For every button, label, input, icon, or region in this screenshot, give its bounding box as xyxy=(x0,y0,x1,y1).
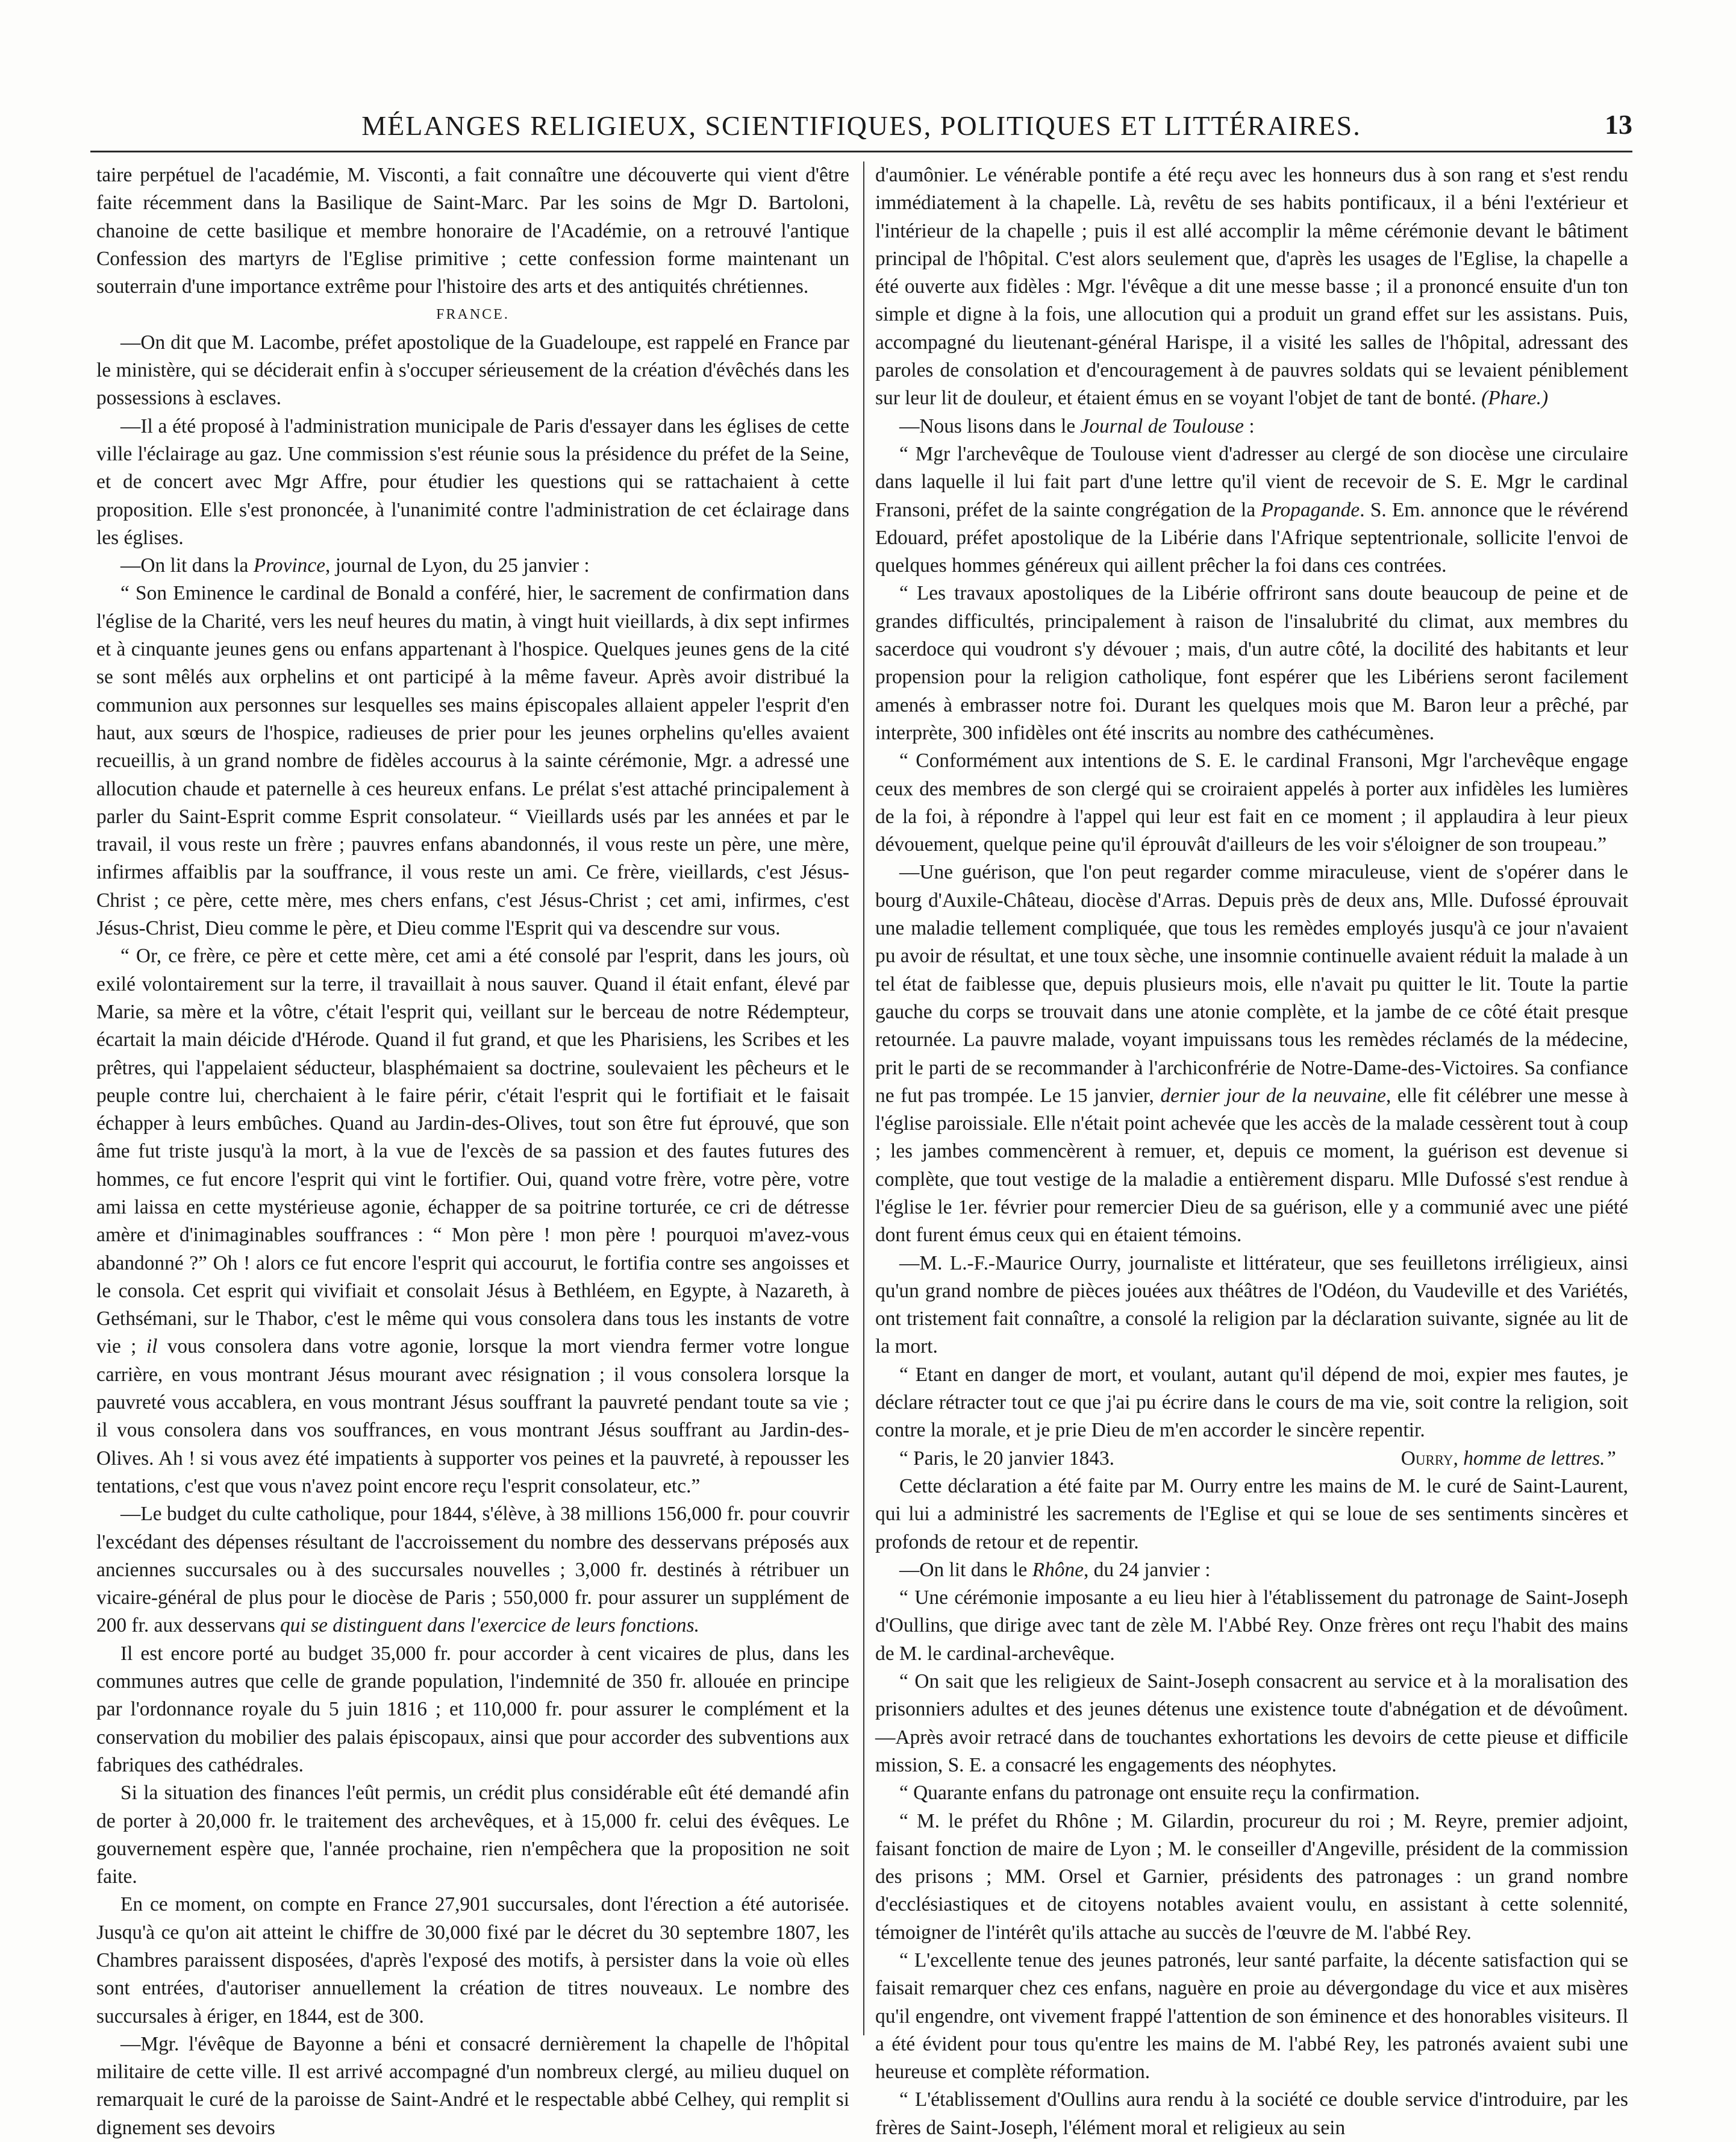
article-paragraph: “ Conformément aux intentions de S. E. le cardinal Fransoni, Mgr l'archevêque engage ceux des membres de son clergé qui se croiraient appelés à porter aux infidèles les lumières de la foi, à répondre à l'appel qui leur est fait en ce moment ; il applaudira à leur pieux dévouement, quelque peine qu'il éprouvât d'ailleurs de les voir s'éloigner de son troupeau.” xyxy=(875,750,1628,856)
signature-line xyxy=(875,1445,1628,1473)
source-credit: (Phare.) xyxy=(1481,387,1549,410)
article-paragraph: —M. L.-F.-Maurice Ourry, journaliste et littérateur, que ses feuilletons irréligieux, ainsi qu'un grand nombre de pièces jouées aux théâtres de l'Odéon, du Vaudeville et des Variétés, ont tristement fait connaître, a consolé la religion par la déclaration suivante, signée au lit de la mort. xyxy=(875,1251,1628,1358)
article-paragraph: “ Les travaux apostoliques de la Libérie offriront sans doute beaucoup de peine et de grandes difficultés, principalement à raison de l'insalubrité du climat, aux membres du sacerdoce qui voudront s'y dévouer ; mais, d'un autre côté, la docilité des habitants et leur propension pour la religion catholique, font espérer que les Libériens seront facilement amenés à embrasser notre foi. Durant les quelques mois que M. Baron leur a prêché, par interprète, 300 infidèles ont été inscrits au nombre des cathécumènes. xyxy=(875,582,1628,744)
article-paragraph: “ Son Eminence le cardinal de Bonald a conféré, hier, le sacrement de confirmation dans l'église de la Charité, vers les neuf heures du matin, à vingt huit vieillards, à dix sept infirmes et à cinquante jeunes gens ou enfans appartenant à l'hospice. Quelques jeunes gens de la cité se sont mêlés aux orphelins et ont participé à la même faveur. Après avoir distribué la communion aux personnes sur lesquelles ses mains épiscopales allaient appeler l'esprit d'en haut, aux sœurs de l'hospice, radieuses de prier pour les jeunes orphelins qu'elles avaient recueillis, à un grand nombre de fidèles accourus à la sainte cérémonie, Mgr. a adressé une allocution chaude et paternelle à ces heureux enfans. Le prélat s'est attaché principalement à parler du Saint-Esprit comme Esprit consolateur. “ Vieillards usés par les années et par le travail, il vous reste un frère ; pauvres enfans abandonnés, il vous reste un père, une mère, infirmes affaiblis par la souffrance, il vous reste un ami. Ce frère, vieillards, c'est Jésus-Christ ; ce père, cette mère, mes chers enfans, c'est Jésus-Christ ; cet ami, infirmes, c'est Jésus-Christ, Dieu comme le père, et Dieu comme l'Esprit qui va descendre sur vous. xyxy=(96,582,849,940)
article-paragraph: —Nous lisons dans le Journal de Toulouse : xyxy=(899,415,1255,437)
signature-name: Ourry xyxy=(1400,1447,1453,1470)
article-paragraph: “ Mgr l'archevêque de Toulouse vient d'adresser au clergé de son diocèse une circulaire dans laquelle il lui fait part d'une lettre qu'il vient de recevoir de S. E. Mgr le cardinal Fransoni, préfet de la sainte congrégation de la Propagande. S. Em. annonce que le révérend Edouard, préfet apostolique de la Libérie dans l'Afrique septentrionale, sollicite l'envoi de quelques hommes généreux qui aillent prêcher la foi dans ces contrées. xyxy=(875,442,1629,577)
article-paragraph: “ On sait que les religieux de Saint-Joseph consacrent au service et à la moralisation des prisonniers adultes et des jeunes détenus une existence toute d'abnégation et de dévoûment.—Après avoir retracé dans de touchantes exhortations les devoirs de cette pieuse et difficile mission, S. E. a consacré les engagements des néophytes. xyxy=(875,1670,1628,1776)
article-paragraph: —Il a été proposé à l'administration municipale de Paris d'essayer dans les églises de cette ville l'éclairage au gaz. Une commission s'est réunie sous la présidence du préfet de la Seine, et de concert avec Mgr Affre, pour étudier les questions qui se rattachaient à cette proposition. Elle s'est prononcée, à l'unanimité contre l'administration de cet éclairage dans les églises. xyxy=(96,415,849,549)
article-paragraph: “ L'excellente tenue des jeunes patronés, leur santé parfaite, la décente satisfaction qui se faisait remarquer chez ces enfans, naguère en proie au dévergondage du vice et aux misères qu'il engendre, ont vivement frappé l'attention de son éminence et des honorables visiteurs. Il a été évident pour tous qu'entre les mains de M. l'abbé Rey, les patronés avaient subi une heureuse et complète réformation. xyxy=(875,1949,1628,2084)
signature-place-date: “ Paris, le 20 janvier 1843. xyxy=(899,1447,1115,1470)
article-paragraph: “ L'établissement d'Oullins aura rendu à la société ce double service d'introduire, par les frères de Saint-Joseph, l'élément moral et religieux au sein xyxy=(875,2088,1628,2139)
article-paragraph: —Mgr. l'évêque de Bayonne a béni et consacré dernièrement la chapelle de l'hôpital militaire de cette ville. Il est arrivé accompagné d'un nombreux clergé, au milieu duquel on remarquait le curé de la paroisse de Saint-André et le respectable abbé Celhey, qui remplit si dignement ses devoirs xyxy=(96,2032,849,2139)
article-paragraph: Il est encore porté au budget 35,000 fr. pour accorder à cent vicaires de plus, dans les communes autres que celle de grande population, l'indemnité de 350 fr. allouée en principe par l'ordonnance royale du 5 juin 1816 ; et 110,000 fr. pour assurer le complément et la conservation du mobilier des palais épiscopaux, ainsi que pour accorder des subventions aux fabriques des cathédrales. xyxy=(96,1642,849,1776)
page-header xyxy=(90,102,1632,152)
article-paragraph: Cette déclaration a été faite par M. Ourry entre les mains de M. le curé de Saint-Laurent, qui lui a administré les sacrements de l'Eglise et qui se loue de ses sentiments sincères et profonds de retour et de repentir. xyxy=(875,1474,1628,1553)
article-paragraph: d'aumônier. Le vénérable pontife a été reçu avec les honneurs dus à son rang et s'est rendu immédiatement à la chapelle. Là, revêtu de ses habits pontificaux, il a béni l'extérieur et l'intérieur de la chapelle ; puis il est allé accomplir la même cérémonie devant le bâtiment principal de l'hôpital. C'est alors seulement que, d'après les usages de l'Eglise, la chapelle a été ouverte aux fidèles : Mgr. l'évêque a dit une messe basse ; il a prononcé ensuite d'un ton simple et digne à la fois, une allocution qui a produit un grand effet sur les assistans. Puis, accompagné du lieutenant-général Harispe, il a visité les salles de l'hôpital, adressant des paroles de consolation et d'encouragement à de pauvres soldats qui se levaient péniblement sur leur lit de douleur, et étaient émus en se voyant l'objet de tant de bonté. (Phare.) xyxy=(875,164,1628,410)
article-paragraph: —On dit que M. Lacombe, préfet apostolique de la Guadeloupe, est rappelé en France par le ministère, qui se déciderait enfin à s'occuper sérieusement de la création d'évêchés dans les possessions à esclaves. xyxy=(96,331,849,410)
column-divider xyxy=(863,161,864,2035)
journal-title: Rhône xyxy=(1032,1558,1084,1581)
article-paragraph: En ce moment, on compte en France 27,901 succursales, dont l'érection a été autorisée. Jusqu'à ce qu'on ait atteint le chiffre de 30,000 fixé par le décret du 30 septembre 1807, les Chambres paraissent disposées, d'après l'exposé des motifs, à persister dans la voie où elles sont entrées, d'autoriser annuellement la création de titres nouveaux. Le nombre des succursales à ériger, en 1844, est de 300. xyxy=(96,1893,849,2028)
article-paragraph: —Une guérison, que l'on peut regarder comme miraculeuse, vient de s'opérer dans le bourg d'Auxile-Château, diocèse d'Arras. Depuis près de deux ans, Mlle. Dufossé éprouvait une maladie tellement compliquée, que tous les remèdes employés jusqu'à ce jour n'avaient pu avoir de résultat, et une toux sèche, une insomnie continuelle avaient réduit la malade à un tel état de faiblesse que, depuis plusieurs mois, elle n'avait pu quitter le lit. Toute la partie gauche du corps se trouvait dans une atonie complète, et la jambe de ce côté était presque retournée. La pauvre malade, voyant impuissans tous les remèdes réclamés de la médecine, prit le parti de se recommander à l'archiconfrérie de Notre-Dame-des-Victoires. Sa confiance ne fut pas trompée. Le 15 janvier, dernier jour de la neuvaine, elle fit célébrer une messe à l'église paroissiale. Elle n'était point achevée que les accès de la malade cessèrent tout à coup ; les jambes commencèrent à remuer, et, depuis ce moment, la guérison est devenue si complète, que tout vestige de la maladie a entièrement disparu. Mlle Dufossé s'est rendue à l'église le 1er. février pour remercier Dieu de sa guérison, elle y a communié avec une piété dont furent émus ceux qui en étaient témoins. xyxy=(875,861,1628,1247)
article-paragraph: “ Etant en danger de mort, et voulant, autant qu'il dépend de moi, expier mes fautes, je déclare rétracter tout ce que j'ai pu écrire dans le cours de ma vie, soit contre la religion, soit contre la morale, et je prie Dieu de m'en accorder le sincère repentir. xyxy=(875,1363,1628,1442)
article-paragraph: “ Une cérémonie imposante a eu lieu hier à l'établissement du patronage de Saint-Joseph d'Oullins, que dirige avec tant de zèle M. l'Abbé Rey. Onze frères ont reçu l'habit des mains de M. le cardinal-archevêque. xyxy=(875,1586,1628,1665)
journal-title: Province xyxy=(253,554,326,577)
article-paragraph: “ M. le préfet du Rhône ; M. Gilardin, procureur du roi ; M. Reyre, premier adjoint, faisant fonction de maire de Lyon ; M. le conseiller d'Angeville, président de la commission des prisons ; MM. Orsel et Garnier, présidents des patronages : un grand nombre d'ecclésiastiques et de citoyens notables avaient voulu, en assistant à cette solennité, témoigner de l'intérêt qu'ils attache au succès de l'œuvre de M. l'abbé Rey. xyxy=(875,1809,1628,1944)
left-column xyxy=(96,161,849,2139)
article-paragraph: Si la situation des finances l'eût permis, un crédit plus considérable eût été demandé afin de porter à 20,000 fr. le traitement des archevêques, et à 15,000 fr. celui des évêques. Le gouvernement espère que, l'année prochaine, rien n'empêchera que la proposition ne soit faite. xyxy=(96,1782,849,1888)
article-paragraph: “ Or, ce frère, ce père et cette mère, cet ami a été consolé par l'esprit, dans les jours, où exilé volontairement sur la terre, il travaillait à nous sauver. Quand il était enfant, élevé par Marie, sa mère et la vôtre, c'était l'esprit qui, veillant sur le berceau de notre Rédempteur, écartait la main déicide d'Hérode. Quand il fut grand, et que les Pharisiens, les Scribes et les prêtres, qui l'appelaient séducteur, blasphémaient sa doctrine, soulevaient les pêcheurs et le peuple contre lui, cherchaient à le faire périr, c'était l'esprit qui le fortifiait et le faisait échapper à leurs embûches. Quand au Jardin-des-Olives, tout son être fut éprouvé, que son âme fut triste jusqu'à la mort, à la vue de l'excès de sa passion et des fautes futures des hommes, ce fut encore l'esprit qui vint le fortifier. Oui, quand votre frère, votre père, votre ami laissa en cette mystérieuse agonie, échapper de sa poitrine torturée, ce cri de détresse amère et d'inimaginables souffrances : “ Mon père ! mon père ! pourquoi m'avez-vous abandonné ?” Oh ! alors ce fut encore l'esprit qui accourut, le fortifia contre ses angoisses et le consola. Cet esprit qui vivifiait et consolait Jésus à Bethléem, en Egypte, à Nazareth, à Gethsémani, sur le Thabor, c'est le même qui vous consolera dans tous les instants de votre vie ; il vous consolera dans votre agonie, lorsque la mort viendra fermer votre longue carrière, en vous montrant Jésus mourant avec résignation ; il vous consolera lorsque la pauvreté vous accablera, en vous montrant Jésus souffrant la pauvreté pendant toute sa vie ; il vous consolera dans vos souffrances, en vous montrant Jésus souffrant au Jardin-des-Olives. Ah ! si vous avez été impatients à supporter vos peines et la pauvreté, à repousser les tentations, c'est que vous n'avez point encore reçu l'esprit consolateur, etc.” xyxy=(96,945,849,1497)
right-column xyxy=(875,161,1629,2139)
page-number: 13 xyxy=(1605,109,1632,140)
article-paragraph: “ Quarante enfans du patronage ont ensuite reçu la confirmation. xyxy=(899,1782,1420,1805)
article-paragraph: taire perpétuel de l'académie, M. Visconti, a fait connaître une découverte qui vient d'être faite récemment dans la Basilique de Saint-Marc. Par les soins de Mgr D. Bartoloni, chanoine de cette basilique et membre honoraire de l'Académie, on a retrouvé l'antique Confession des martyrs de l'Eglise primitive ; cette confession forme maintenant un souterrain d'une importance extrême pour l'histoire des arts et des antiquités chrétiennes. xyxy=(96,164,849,298)
running-title: MÉLANGES RELIGIEUX, SCIENTIFIQUES, POLITIQUES ET LITTÉRAIRES. xyxy=(361,110,1361,141)
article-paragraph: —Le budget du culte catholique, pour 1844, s'élève, à 38 millions 156,000 fr. pour couvrir l'excédant des dépenses résultant de l'accroissement du nombre des desservans préposés aux anciennes succursales ou à des succursales nouvelles ; 3,000 fr. destinés à rétribuer un vicaire-général de plus pour le diocèse de Paris ; 550,000 fr. pour assurer un supplément de 200 fr. aux desservans qui se distinguent dans l'exercice de leurs fonctions. xyxy=(96,1503,849,1637)
article-paragraph: —On lit dans la Province, journal de Lyon, du 25 janvier : xyxy=(120,554,590,577)
section-heading-france: FRANCE. xyxy=(436,307,510,323)
article-paragraph: —On lit dans le Rhône, du 24 janvier : xyxy=(899,1558,1211,1581)
signature-title: , homme de lettres.” xyxy=(1453,1447,1616,1470)
journal-title: Journal de Toulouse xyxy=(1080,415,1244,437)
